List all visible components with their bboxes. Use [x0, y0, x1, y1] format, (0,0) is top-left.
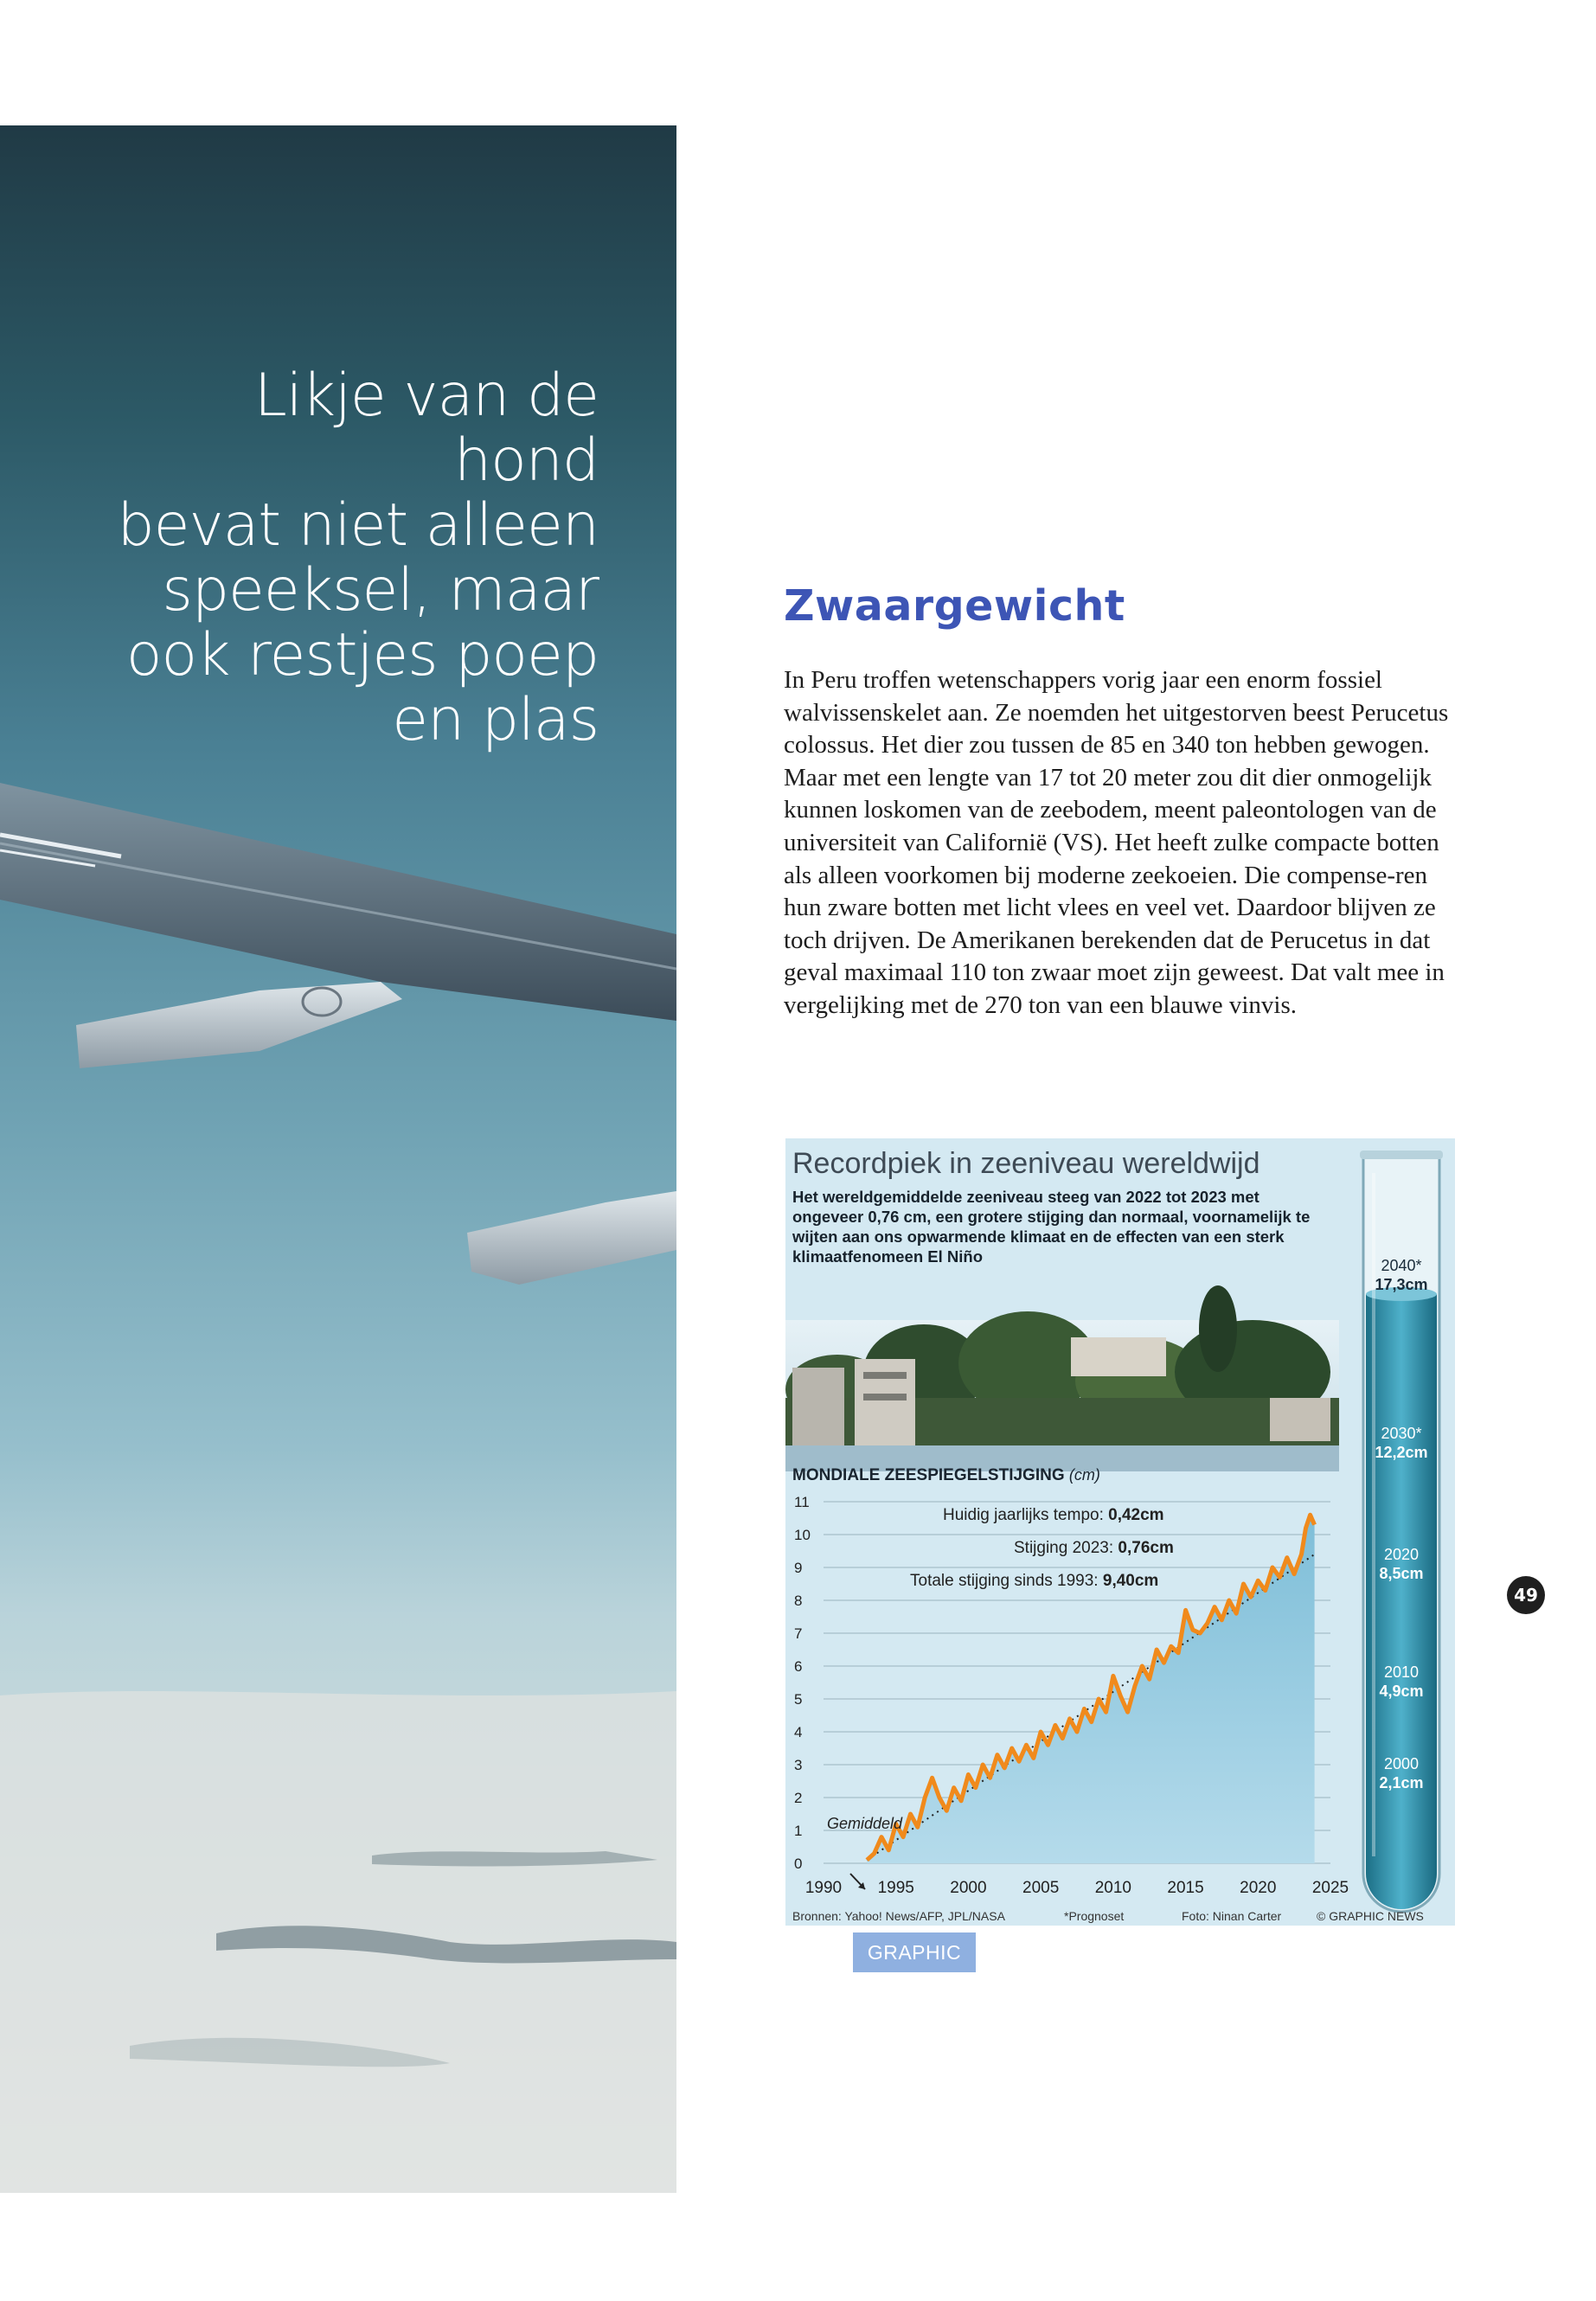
x-tick-label: 2005	[1022, 1879, 1060, 1897]
x-tick-label: 2020	[1240, 1879, 1277, 1897]
y-tick-label: 11	[794, 1494, 810, 1510]
y-tick-label: 2	[794, 1790, 803, 1806]
stat-value: 9,40cm	[1102, 1572, 1159, 1590]
tube-year: 2000	[1383, 1755, 1420, 1772]
stat-label: Totale stijging sinds 1993:	[910, 1572, 1103, 1590]
x-tick-label: 1995	[877, 1879, 914, 1897]
tube-year: 2020	[1383, 1546, 1420, 1563]
tube-year: 2040*	[1381, 1257, 1422, 1274]
tube-label-2020	[1370, 1545, 1433, 1583]
tube-year: 2030*	[1381, 1425, 1422, 1442]
y-tick-label: 0	[794, 1856, 803, 1872]
chart-title-text: MONDIALE ZEESPIEGELSTIJGING	[792, 1466, 1065, 1484]
tube-value: 12,2cm	[1375, 1444, 1428, 1461]
x-tick-label: 2000	[950, 1879, 987, 1897]
infographic-title: Recordpiek in zeeniveau wereldwijd	[792, 1147, 1260, 1180]
stat-annual-rate	[943, 1506, 1164, 1525]
stat-value: 0,42cm	[1108, 1506, 1164, 1524]
article-heading: Zwaargewicht	[784, 581, 1125, 631]
x-tick-label: 2010	[1094, 1879, 1131, 1897]
y-tick-label: 9	[794, 1560, 803, 1576]
footer-forecast: *Prognoset	[1064, 1909, 1125, 1923]
footer-sources: Bronnen: Yahoo! News/AFP, JPL/NASA	[792, 1909, 1005, 1923]
tube-label-2030	[1370, 1424, 1433, 1462]
chart-title	[792, 1466, 1100, 1485]
pull-quote: Likje van de hond bevat niet alleen speeksel, maar ook restjes poep en plas	[117, 362, 599, 754]
y-tick-label: 3	[794, 1757, 803, 1773]
footer-photo-credit: Foto: Ninan Carter	[1182, 1909, 1282, 1923]
y-tick-label: 4	[794, 1724, 803, 1740]
tube-year: 2010	[1383, 1663, 1420, 1681]
graphic-credit-tag: GRAPHIC	[853, 1932, 976, 1972]
y-tick-label: 7	[794, 1625, 803, 1642]
stat-label: Stijging 2023:	[1014, 1539, 1118, 1557]
infographic-subtitle: Het wereldgemiddelde zeeniveau steeg van 2022 tot 2023 met ongeveer 0,76 cm, een grotere stijging dan normaal, voornamelijk te wijten aan ons opwarmende klimaat en de effecten van een sterk klimaatfenomeen El Niño	[792, 1188, 1311, 1266]
stat-label: Huidig jaarlijks tempo:	[943, 1506, 1109, 1524]
sea-level-infographic	[785, 1138, 1455, 1926]
page-number: 49	[1507, 1576, 1545, 1614]
chart-unit: (cm)	[1068, 1466, 1100, 1484]
stat-total-rise	[910, 1572, 1158, 1591]
tube-value: 17,3cm	[1375, 1276, 1428, 1293]
x-tick-label: 1990	[804, 1879, 843, 1897]
tube-label-2010	[1370, 1663, 1433, 1701]
y-tick-label: 6	[794, 1658, 803, 1675]
x-tick-label: 2015	[1167, 1879, 1204, 1897]
stat-value: 0,76cm	[1118, 1539, 1174, 1557]
y-tick-label: 10	[794, 1527, 811, 1543]
tube-value: 4,9cm	[1379, 1682, 1424, 1700]
article-body: In Peru troffen wetenschappers vorig jaar een enorm fossiel walvissenskelet aan. Ze noemden het uitgestorven beest Perucetus colossus. Het dier zou tussen de 85 en 340 ton hebben gewogen. Maar met een lengte van 17 tot 20 meter zou dit dier onmogelijk kunnen loskomen van de zeebodem, meent paleontologen van de universiteit van Californië (VS). Het heeft zulke compacte botten als alleen voorkomen bij moderne zeekoeien. Die compense-ren hun zware botten met licht vlees en veel vet. Daardoor blijven ze toch drijven. De Amerikanen berekenden dat de Perucetus in dat geval maximaal 110 ton zwaar moet zijn geweest. Dat valt mee in vergelijking met de 270 ton van een blauwe vinvis.	[784, 666, 1449, 1019]
y-tick-label: 8	[794, 1593, 803, 1609]
y-tick-label: 1	[794, 1823, 803, 1839]
tube-label-2040	[1370, 1256, 1433, 1294]
average-annotation: Gemiddeld	[827, 1815, 903, 1832]
footer-copyright: © GRAPHIC NEWS	[1317, 1909, 1424, 1923]
x-tick-label: 2025	[1311, 1879, 1349, 1897]
tube-value: 8,5cm	[1379, 1565, 1424, 1582]
y-tick-label: 5	[794, 1691, 803, 1708]
stat-rise-2023	[1014, 1539, 1174, 1558]
cover-photo	[0, 125, 676, 2193]
tube-label-2000	[1370, 1754, 1433, 1792]
tube-value: 2,1cm	[1379, 1774, 1424, 1791]
